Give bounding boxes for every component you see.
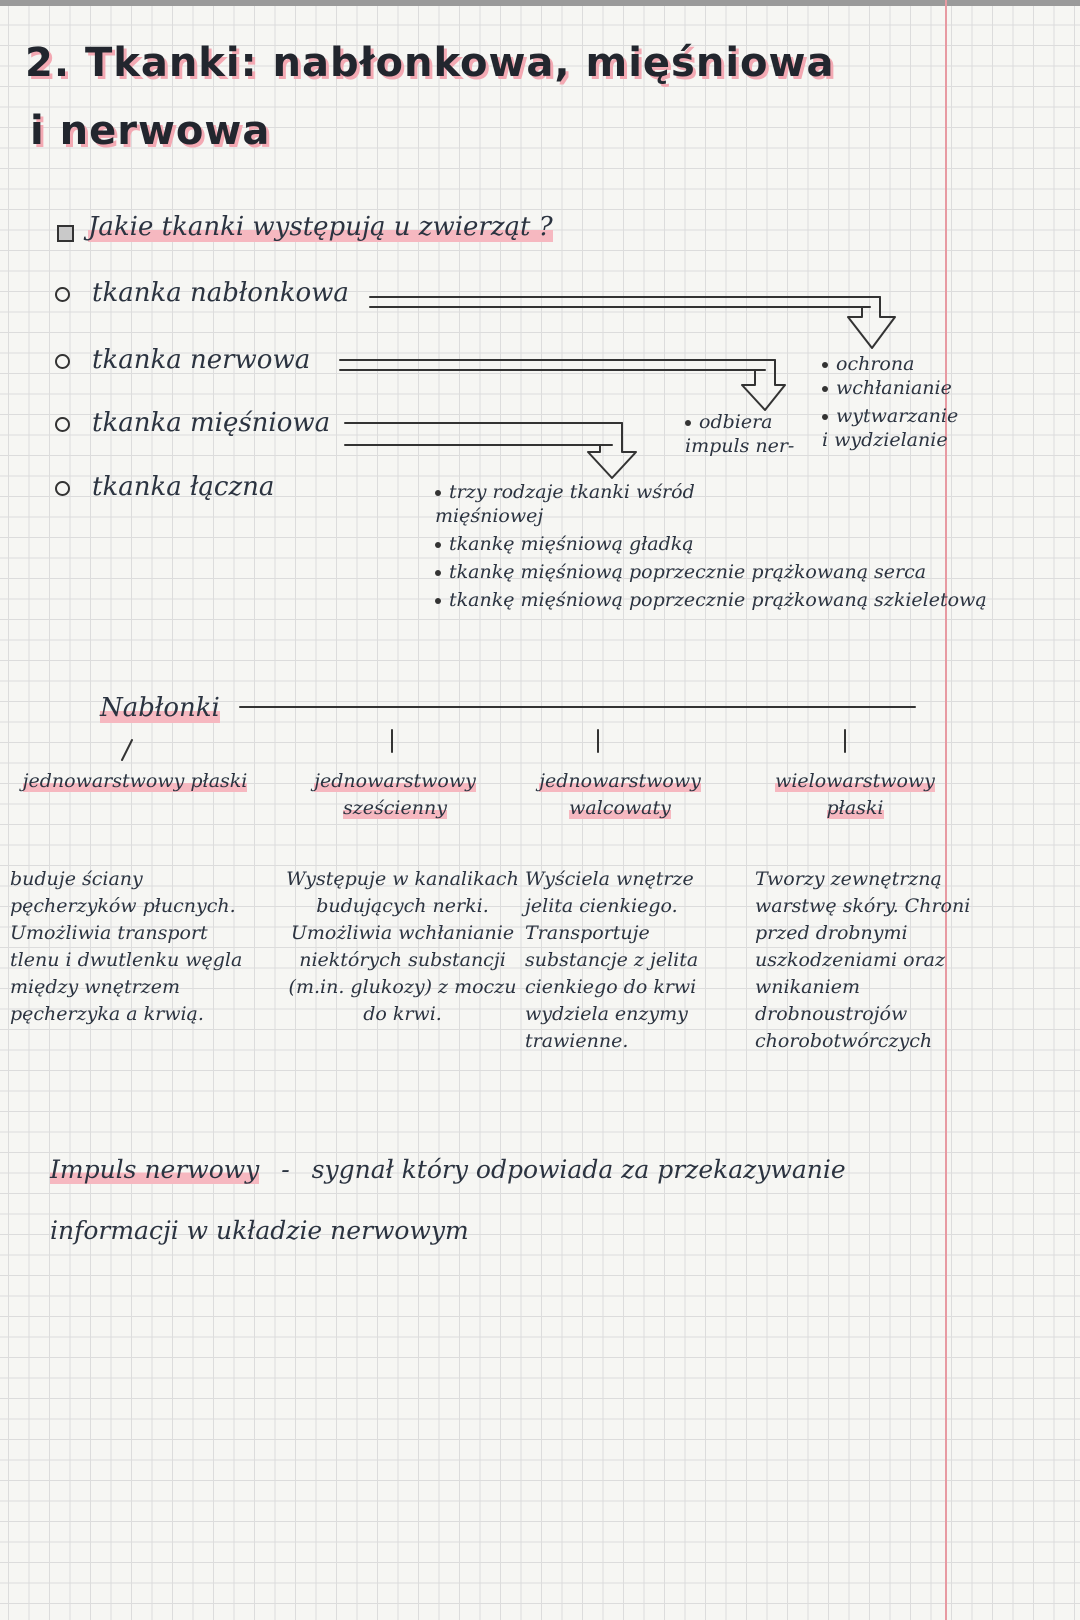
epithelium-name-2 [290, 768, 500, 822]
definition [50, 1155, 846, 1184]
arrow-head-muscle [588, 423, 636, 478]
epithelium-desc-3: Wyściela wnętrze jelita cienkiego. Transportuje substancje z jelita cienkiego do krwi wydziela enzymy trawienne. [525, 868, 699, 1052]
definition-text-2: informacji w układzie nerwowym [50, 1216, 469, 1245]
muscle-intro-text: trzy rodzaje tkanki wśród mięśniowej [435, 481, 695, 527]
title-line-2: i nerwowa [30, 108, 271, 154]
title-line-1: 2. Tkanki: nabłonkowa, mięśniowa [25, 40, 835, 86]
muscle-type-text: tkankę mięśniową gładką [449, 533, 694, 555]
arrow-head-epithelial [848, 297, 895, 348]
epithelium-desc-1: buduje ściany pęcherzyków płucnych. Umożliwia transport tlenu i dwutlenku węgla między wnętrzem pęcherzyka a krwią. [10, 868, 243, 1025]
function-text: wchłanianie [836, 377, 952, 399]
definition-dash: - [281, 1155, 290, 1184]
arrow-head-nervous [742, 360, 785, 410]
list-item [822, 352, 958, 376]
muscle-types [435, 480, 1055, 612]
tree-branch-1 [122, 740, 132, 760]
epithelium-name-text: wielowarstwowy płaski [775, 770, 935, 819]
list-item [435, 480, 765, 528]
tissue-nervous: tkanka nerwowa [92, 345, 311, 375]
nervous-function [685, 410, 805, 458]
definition-text-1: sygnał który odpowiada za przekazywanie [311, 1155, 846, 1184]
list-item [435, 532, 1055, 556]
muscle-type-text: tkankę mięśniową poprzecznie prążkowaną serca [449, 561, 927, 583]
question-text: Jakie tkanki występują u zwierząt ? [88, 212, 553, 242]
tissue-epithelial: tkanka nabłonkowa [92, 278, 349, 308]
tissue-connective: tkanka łączna [92, 472, 275, 502]
epithelium-name-text: jednowarstwowy walcowaty [539, 770, 701, 819]
dot-bullet-icon [435, 542, 441, 548]
list-item [822, 404, 958, 428]
muscle-type-text: tkankę mięśniową poprzecznie prążkowaną szkieletową [449, 589, 987, 611]
epithelium-desc-4: Tworzy zewnętrzną warstwę skóry. Chroni przed drobnymi uszkodzeniami oraz wnikaniem drobnoustrojów chorobotwórczych [755, 868, 971, 1052]
epithelium-name-text: jednowarstwowy płaski [22, 770, 248, 792]
dot-bullet-icon [822, 362, 828, 368]
epithelial-functions [822, 352, 958, 452]
list-item [435, 588, 1055, 612]
function-text: i wydzielanie [822, 429, 948, 451]
nervous-function-text: odbiera impuls ner- [685, 411, 795, 457]
list-item [822, 376, 958, 400]
function-text: ochrona [836, 353, 915, 375]
function-text: wytwarzanie [836, 405, 959, 427]
epithelium-name-1 [20, 768, 250, 795]
epithelia-label [100, 693, 220, 723]
epithelium-name-text: jednowarstwowy sześcienny [314, 770, 476, 819]
dot-bullet-icon [435, 598, 441, 604]
dot-bullet-icon [435, 490, 441, 496]
dot-bullet-icon [435, 570, 441, 576]
list-item [435, 560, 1055, 584]
list-item [822, 428, 958, 452]
epithelium-name-3 [525, 768, 715, 822]
definition-cont [50, 1216, 469, 1245]
dot-bullet-icon [822, 386, 828, 392]
tissue-muscle: tkanka mięśniowa [92, 408, 331, 438]
dot-bullet-icon [685, 420, 691, 426]
epithelium-name-4 [760, 768, 950, 822]
dot-bullet-icon [822, 414, 828, 420]
epithelia-label-text: Nabłonki [100, 693, 220, 723]
epithelium-desc-2: Występuje w kanalikach budujących nerki. Umożliwia wchłanianie niektórych substancji (m.in. glukozy) z moczu do krwi. [286, 868, 519, 1025]
definition-term: Impuls nerwowy [50, 1155, 260, 1184]
